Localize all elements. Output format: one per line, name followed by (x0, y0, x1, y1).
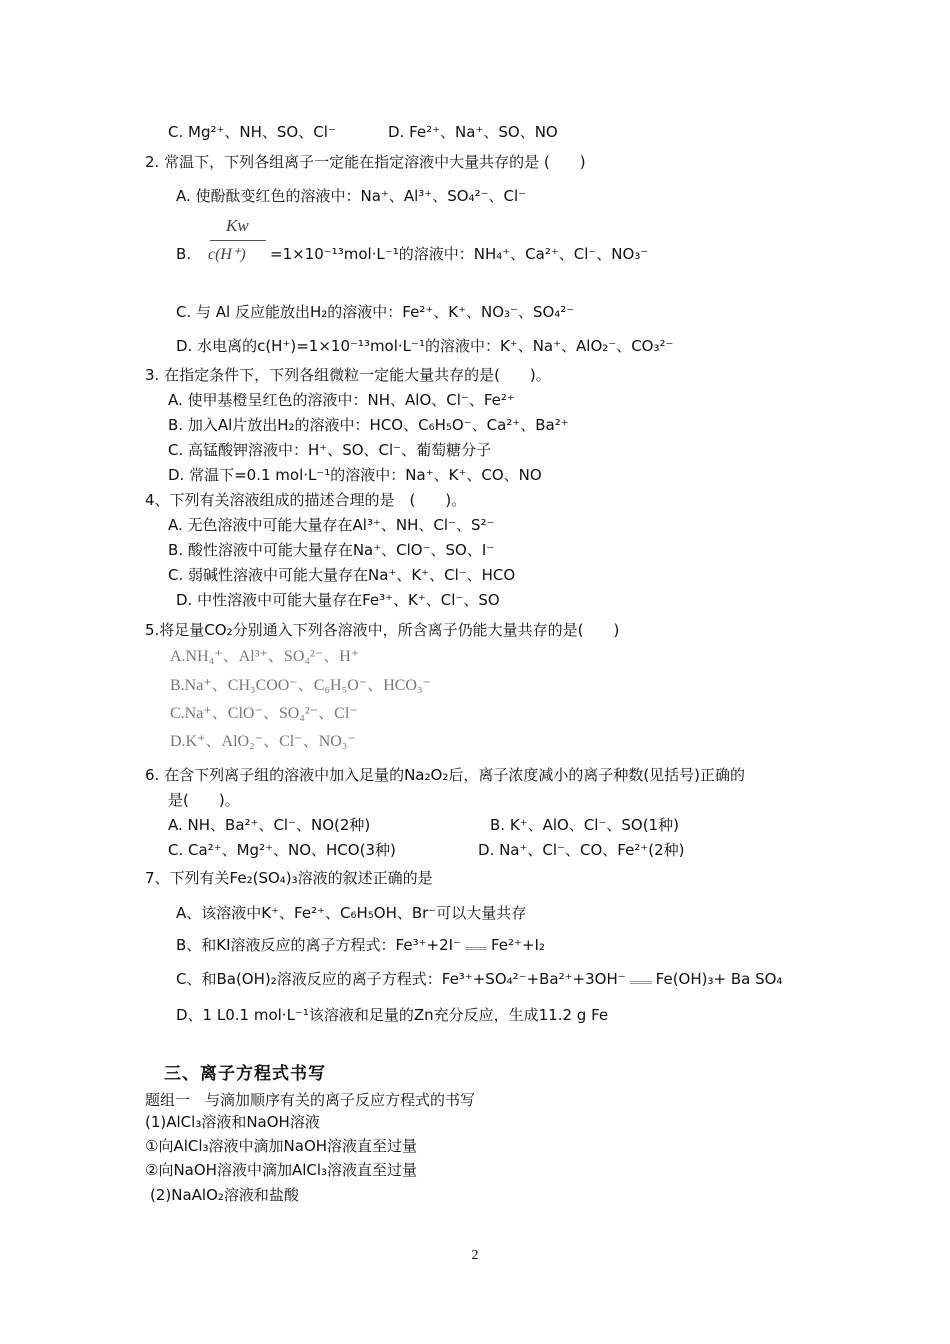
q1-option-c: C. Mg²⁺、NH、SO、Cl⁻ (168, 123, 336, 141)
item-2: (2)NaAlO₂溶液和盐酸 (150, 1186, 299, 1204)
q2-option-b-prefix: B. (176, 245, 192, 263)
q7-option-b-lhs: B、和KI溶液反应的离子方程式：Fe³⁺+2I⁻ (176, 936, 461, 954)
q4-option-b: B. 酸性溶液中可能大量存在Na⁺、ClO⁻、SO、I⁻ (168, 541, 495, 559)
q1-option-d: D. Fe²⁺、Na⁺、SO、NO (388, 123, 558, 141)
q4-option-d: D. 中性溶液中可能大量存在Fe³⁺、K⁺、Cl⁻、SO (176, 591, 500, 609)
q7-option-b (176, 935, 545, 955)
q4-option-c: C. 弱碱性溶液中可能大量存在Na⁺、K⁺、Cl⁻、HCO (168, 566, 516, 584)
q3-option-d: D. 常温下=0.1 mol·L⁻¹的溶液中：Na⁺、K⁺、CO、NO (168, 466, 542, 484)
section-heading: 三、离子方程式书写 (164, 1064, 326, 1084)
q5-option-c: C.Na⁺、ClO⁻、SO₄²⁻、Cl⁻ (170, 705, 358, 722)
group-title: 题组一 与滴加顺序有关的离子反应方程式的书写 (145, 1091, 476, 1109)
q7-option-b-rhs: Fe²⁺+I₂ (490, 936, 545, 954)
q2-option-c: C. 与 Al 反应能放出H₂的溶液中：Fe²⁺、K⁺、NO₃⁻、SO₄²⁻ (176, 303, 575, 321)
fraction-numerator: Kw (226, 216, 249, 235)
q5-option-d: D.K⁺、AlO₂⁻、Cl⁻、NO₃⁻ (170, 733, 356, 750)
q7-option-d: D、1 L0.1 mol·L⁻¹该溶液和足量的Zn充分反应，生成11.2 g Fe (176, 1006, 609, 1024)
q5-stem: 5.将足量CO₂分别通入下列各溶液中，所含离子仍能大量共存的是( ) (145, 621, 620, 639)
q6-option-b: B. K⁺、AlO、Cl⁻、SO(1种) (490, 816, 679, 834)
q3-option-b: B. 加入Al片放出H₂的溶液中：HCO、C₆H₅O⁻、Ca²⁺、Ba²⁺ (168, 416, 569, 434)
q6-option-a: A. NH、Ba²⁺、Cl⁻、NO(2种) (168, 816, 371, 834)
q6-option-d: D. Na⁺、Cl⁻、CO、Fe²⁺(2种) (478, 841, 685, 859)
q2-option-a: A. 使酚酞变红色的溶液中：Na⁺、Al³⁺、SO₄²⁻、Cl⁻ (176, 187, 527, 205)
q6-option-c: C. Ca²⁺、Mg²⁺、NO、HCO(3种) (168, 841, 396, 859)
item-1-a: ①向AlCl₃溶液中滴加NaOH溶液直至过量 (145, 1137, 418, 1155)
q3-stem: 3. 在指定条件下，下列各组微粒一定能大量共存的是( )。 (145, 366, 551, 384)
q7-stem: 7、下列有关Fe₂(SO₄)₃溶液的叙述正确的是 (145, 869, 433, 887)
q4-option-a: A. 无色溶液中可能大量存在Al³⁺、NH、Cl⁻、S²⁻ (168, 516, 495, 534)
kw-fraction (200, 216, 272, 268)
item-1-b: ②向NaOH溶液中滴加AlCl₃溶液直至过量 (145, 1161, 418, 1179)
page-number: 2 (471, 1248, 479, 1263)
item-1: (1)AlCl₃溶液和NaOH溶液 (145, 1113, 320, 1131)
fraction-denominator: c(H⁺) (208, 246, 246, 263)
q3-option-a: A. 使甲基橙呈红色的溶液中：NH、AlO、Cl⁻、Fe²⁺ (168, 391, 515, 409)
q2-stem: 2. 常温下，下列各组离子一定能在指定溶液中大量共存的是 ( ) (145, 153, 586, 171)
q6-stem-line1: 6. 在含下列离子组的溶液中加入足量的Na₂O₂后，离子浓度减小的离子种数(见括号)正确的 (145, 766, 746, 784)
q5-option-a: A.NH₄⁺、Al³⁺、SO₄²⁻、H⁺ (170, 648, 360, 665)
q2-option-d: D. 水电离的c(H⁺)=1×10⁻¹³mol·L⁻¹的溶液中：K⁺、Na⁺、AlO₂⁻、CO₃²⁻ (176, 337, 674, 355)
q5-option-b: B.Na⁺、CH₃COO⁻、C₆H₅O⁻、HCO₃⁻ (170, 677, 431, 694)
q7-option-a: A、该溶液中K⁺、Fe²⁺、C₆H₅OH、Br⁻可以大量共存 (176, 904, 527, 922)
q2-option-b: =1×10⁻¹³mol·L⁻¹的溶液中：NH₄⁺、Ca²⁺、Cl⁻、NO₃⁻ (270, 245, 649, 263)
q7-option-c (176, 969, 782, 989)
reaction-equals-sign (630, 975, 652, 984)
q4-stem: 4、下列有关溶液组成的描述合理的是 ( )。 (145, 491, 467, 509)
q7-option-c-rhs: Fe(OH)₃+ Ba SO₄ (655, 970, 783, 988)
reaction-equals-sign (465, 941, 487, 950)
q7-option-c-lhs: C、和Ba(OH)₂溶液反应的离子方程式：Fe³⁺+SO₄²⁻+Ba²⁺+3OH⁻ (176, 970, 626, 988)
fraction-bar (210, 240, 266, 241)
q3-option-c: C. 高锰酸钾溶液中：H⁺、SO、Cl⁻、葡萄糖分子 (168, 441, 492, 459)
q6-stem-line2: 是( )。 (168, 791, 240, 809)
